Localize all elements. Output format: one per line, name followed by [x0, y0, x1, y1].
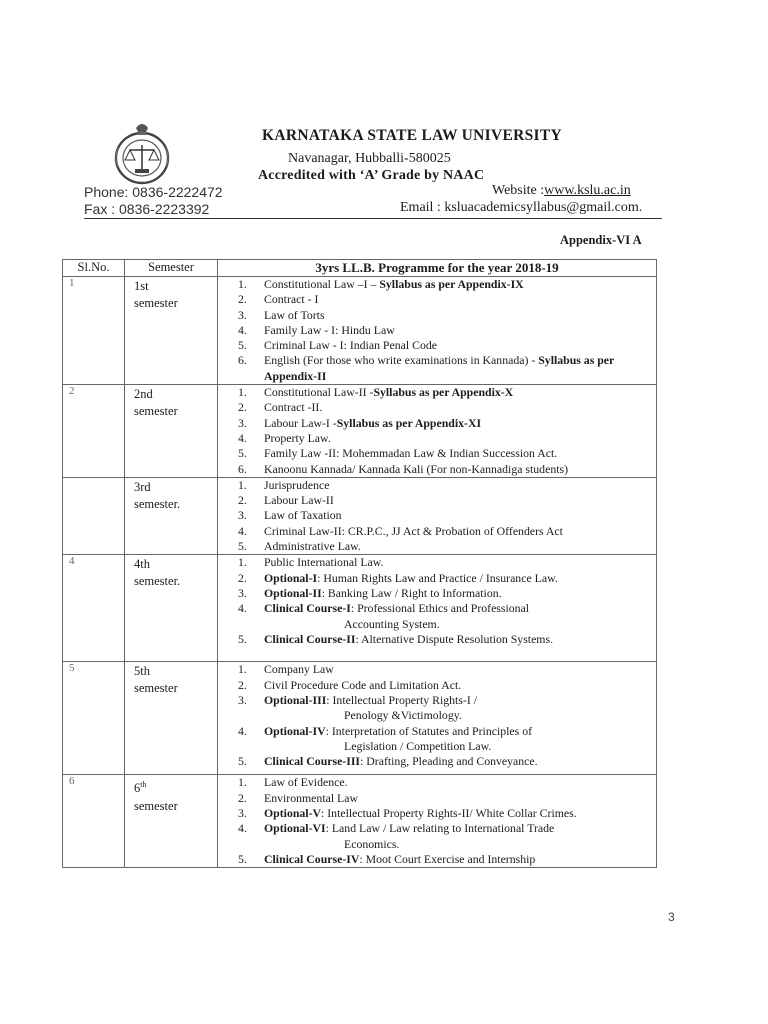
- table-row: [63, 555, 657, 662]
- list-item: [238, 586, 656, 601]
- semester-number: 6: [134, 781, 141, 796]
- item-continuation: Penology &Victimology.: [344, 708, 462, 723]
- item-text: Environmental Law: [264, 790, 359, 805]
- semester-word: semester: [134, 404, 178, 419]
- item-number: 1.: [238, 662, 247, 677]
- subject-list: [218, 662, 656, 769]
- header-semester: Semester: [125, 260, 218, 277]
- cell-subjects: [218, 662, 657, 775]
- cell-semester: [125, 277, 218, 385]
- item-text-suffix: : Moot Court Exercise and Internship: [359, 851, 536, 866]
- list-item: [238, 508, 656, 523]
- item-number: 3.: [238, 585, 247, 600]
- item-bold-text: Clinical Course-I: [264, 601, 351, 616]
- university-address: Navanagar, Hubballi-580025: [288, 151, 451, 166]
- list-item: [238, 852, 656, 867]
- item-text: Kanoonu Kannada/ Kannada Kali (For non-Kannadiga students): [264, 461, 569, 476]
- item-number: 5.: [238, 539, 247, 554]
- cell-slno: 4: [63, 555, 125, 662]
- list-item: [238, 462, 656, 477]
- item-number: 2.: [238, 790, 247, 805]
- item-number: 4.: [238, 821, 247, 836]
- email: Email : ksluacademicsyllabus@gmail.com.: [400, 200, 643, 215]
- list-item: [238, 571, 656, 586]
- item-number: 5.: [238, 754, 247, 769]
- list-item: [238, 385, 656, 400]
- item-number: 3.: [238, 307, 247, 322]
- item-number: 2.: [238, 400, 247, 415]
- item-number: 1.: [238, 477, 247, 492]
- university-logo: [110, 118, 174, 188]
- item-number: 3.: [238, 415, 247, 430]
- header-divider: [84, 218, 662, 219]
- subject-list: [218, 385, 656, 477]
- item-bold-text: Optional-VI: [264, 821, 326, 836]
- item-number: 1.: [238, 775, 247, 790]
- cell-slno: 6: [63, 775, 125, 868]
- item-text: Property Law.: [264, 430, 331, 445]
- item-text: Constitutional Law-II -: [264, 385, 374, 400]
- cell-slno: 5: [63, 662, 125, 775]
- item-number: 1.: [238, 555, 247, 570]
- header-programme: 3yrs LL.B. Programme for the year 2018-19: [218, 260, 657, 277]
- item-bold-text: Syllabus as per Appendix-XI: [336, 415, 482, 430]
- subject-list: [218, 277, 656, 384]
- header-slno: Sl.No.: [63, 260, 125, 277]
- cell-semester: [125, 477, 218, 554]
- list-item: [238, 791, 656, 806]
- accreditation: Accredited with ‘A’ Grade by NAAC: [258, 168, 485, 183]
- cell-slno: [63, 477, 125, 554]
- list-item: [238, 323, 656, 338]
- list-item: [238, 400, 656, 415]
- item-text: Labour Law-II: [264, 493, 334, 508]
- list-item: [238, 821, 656, 852]
- item-number: 5.: [238, 446, 247, 461]
- item-number: 5.: [238, 338, 247, 353]
- item-number: 6.: [238, 353, 247, 368]
- item-text: Criminal Law-II: CR.P.C., JJ Act & Probation of Offenders Act: [264, 523, 563, 538]
- list-item: [238, 338, 656, 353]
- item-text-suffix: : Interpretation of Statutes and Principles of: [325, 723, 533, 738]
- semester-word: semester: [134, 296, 178, 310]
- cell-semester: [125, 662, 218, 775]
- list-item: [238, 524, 656, 539]
- item-number: 1.: [238, 277, 247, 291]
- cell-subjects: [218, 385, 657, 478]
- item-continuation: Legislation / Competition Law.: [344, 738, 492, 753]
- semester-word: semester: [134, 798, 178, 813]
- item-text: Public International Law.: [264, 555, 384, 570]
- item-number: 2.: [238, 570, 247, 585]
- list-item: [238, 724, 656, 755]
- item-bold-text: Optional-III: [264, 692, 327, 707]
- list-item: [238, 277, 656, 292]
- website-label: Website :: [492, 183, 545, 198]
- semester-number: 3rd: [134, 479, 151, 494]
- list-item: [238, 478, 656, 493]
- item-number: 2.: [238, 292, 247, 307]
- list-item: [238, 431, 656, 446]
- subject-list: [218, 555, 656, 647]
- list-item: [238, 775, 656, 790]
- item-text: Labour Law-I -: [264, 415, 337, 430]
- fax-number: Fax : 0836-2223392: [84, 201, 210, 217]
- semester-suffix: th: [140, 780, 147, 790]
- list-item: [238, 662, 656, 677]
- item-text-suffix: : Banking Law / Right to Information.: [321, 585, 502, 600]
- item-text: Company Law: [264, 662, 334, 677]
- item-text: English (For those who write examinations in Kannada) -: [264, 353, 539, 368]
- item-text-suffix: : Intellectual Property Rights-I /: [326, 692, 477, 707]
- semester-number: 1st: [134, 279, 149, 293]
- cell-slno: 2: [63, 385, 125, 478]
- website-link[interactable]: www.kslu.ac.in: [544, 183, 631, 198]
- list-item: [238, 693, 656, 724]
- list-item: [238, 353, 656, 384]
- item-text: Contract - I: [264, 292, 319, 307]
- item-bold-text: Optional-IV: [264, 723, 326, 738]
- list-item: [238, 416, 656, 431]
- item-text: Constitutional Law –I –: [264, 277, 380, 291]
- list-item: [238, 539, 656, 554]
- subject-list: [218, 478, 656, 554]
- item-text: Law of Torts: [264, 307, 325, 322]
- item-text: Law of Evidence.: [264, 775, 348, 790]
- semester-number: 4th: [134, 557, 150, 572]
- website: [492, 183, 631, 199]
- item-number: 4.: [238, 601, 247, 616]
- item-bold-text: Optional-V: [264, 805, 322, 820]
- item-text-suffix: : Drafting, Pleading and Conveyance.: [360, 754, 538, 769]
- list-item: [238, 446, 656, 461]
- item-continuation: Economics.: [344, 836, 400, 851]
- item-bold-text: Clinical Course-IV: [264, 851, 360, 866]
- item-text: Civil Procedure Code and Limitation Act.: [264, 677, 462, 692]
- item-text-suffix: : Human Rights Law and Practice / Insurance Law.: [317, 570, 558, 585]
- item-number: 4.: [238, 723, 247, 738]
- semester-word: semester: [134, 681, 178, 696]
- item-bold-text: Optional-I: [264, 570, 318, 585]
- table-row: [63, 477, 657, 554]
- phone-number: Phone: 0836-2222472: [84, 184, 223, 200]
- item-text: Family Law - I: Hindu Law: [264, 322, 395, 337]
- cell-slno: 1: [63, 277, 125, 385]
- item-text: Family Law -II: Mohemmadan Law & Indian Succession Act.: [264, 446, 558, 461]
- item-bold-text: Syllabus as per Appendix-IX: [379, 277, 524, 291]
- item-text: Administrative Law.: [264, 539, 361, 554]
- item-text-suffix: : Land Law / Law relating to International Trade: [325, 821, 555, 836]
- list-item: [238, 678, 656, 693]
- semester-number: 5th: [134, 664, 150, 679]
- item-number: 5.: [238, 851, 247, 866]
- item-text: Contract -II.: [264, 400, 323, 415]
- item-text: Criminal Law - I: Indian Penal Code: [264, 338, 437, 353]
- item-number: 4.: [238, 523, 247, 538]
- item-number: 5.: [238, 631, 247, 646]
- cell-subjects: [218, 277, 657, 385]
- list-item: [238, 754, 656, 769]
- item-continuation: Accounting System.: [344, 616, 440, 631]
- item-number: 3.: [238, 805, 247, 820]
- programme-table: [62, 259, 657, 868]
- item-number: 4.: [238, 322, 247, 337]
- item-number: 3.: [238, 508, 247, 523]
- item-number: 4.: [238, 430, 247, 445]
- item-text-suffix: : Professional Ethics and Professional: [350, 601, 530, 616]
- item-bold-text: Clinical Course-III: [264, 754, 361, 769]
- university-name: KARNATAKA STATE LAW UNIVERSITY: [262, 127, 562, 144]
- list-item: [238, 555, 656, 570]
- table-row: [63, 775, 657, 868]
- list-item: [238, 601, 656, 632]
- item-bold-text: Optional-II: [264, 585, 322, 600]
- cell-semester: [125, 555, 218, 662]
- subject-list: [218, 775, 656, 867]
- item-text-suffix: : Intellectual Property Rights-II/ White Collar Crimes.: [321, 805, 577, 820]
- list-item: [238, 292, 656, 307]
- table-header-row: [63, 260, 657, 277]
- cell-semester: [125, 775, 218, 868]
- item-bold-text: Syllabus as per Appendix-II: [264, 353, 615, 383]
- item-number: 1.: [238, 385, 247, 400]
- item-text: Law of Taxation: [264, 508, 342, 523]
- item-text: Jurisprudence: [264, 477, 330, 492]
- list-item: [238, 493, 656, 508]
- cell-subjects: [218, 477, 657, 554]
- cell-subjects: [218, 775, 657, 868]
- item-number: 2.: [238, 493, 247, 508]
- list-item: [238, 632, 656, 647]
- list-item: [238, 308, 656, 323]
- table-row: [63, 662, 657, 775]
- item-bold-text: Clinical Course-II: [264, 631, 356, 646]
- semester-word: semester.: [134, 496, 181, 511]
- table-row: [63, 385, 657, 478]
- table-row: [63, 277, 657, 385]
- appendix-label: Appendix-VI A: [560, 233, 642, 247]
- list-item: [238, 806, 656, 821]
- semester-number: 2nd: [134, 387, 153, 402]
- cell-semester: [125, 385, 218, 478]
- item-bold-text: Syllabus as per Appendix-X: [373, 385, 514, 400]
- cell-subjects: [218, 555, 657, 662]
- item-number: 6.: [238, 461, 247, 476]
- page-number: 3: [668, 910, 675, 924]
- item-number: 2.: [238, 677, 247, 692]
- semester-word: semester.: [134, 574, 181, 589]
- item-number: 3.: [238, 692, 247, 707]
- item-text-suffix: : Alternative Dispute Resolution Systems.: [355, 631, 554, 646]
